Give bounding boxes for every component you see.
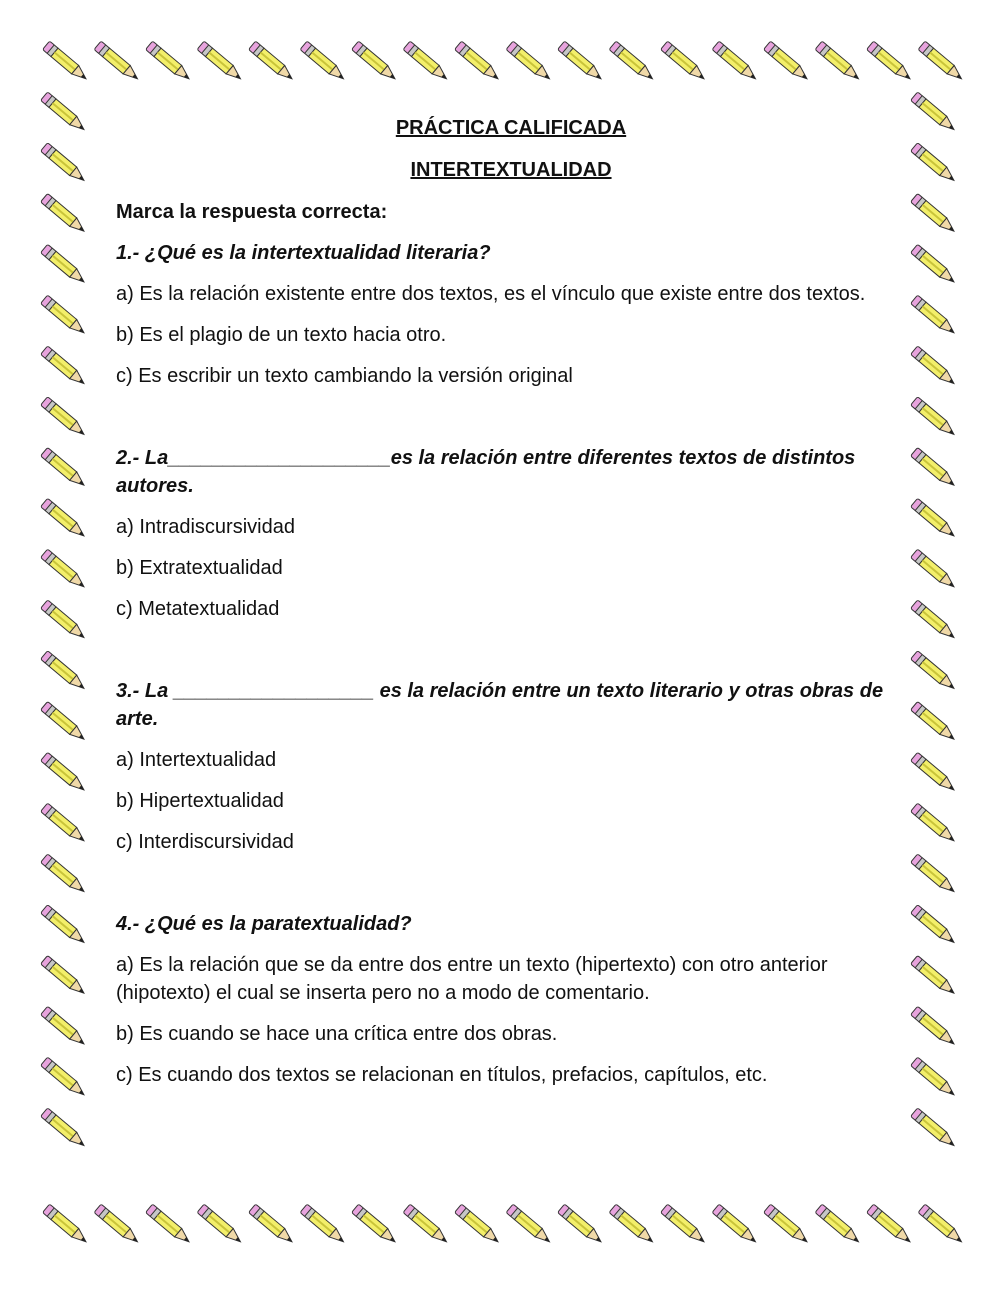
- pencil-icon: [918, 41, 965, 83]
- spacer: [116, 636, 906, 677]
- pencil-icon: [764, 41, 811, 83]
- pencil-icon: [911, 1057, 958, 1099]
- answer-option[interactable]: a) Es la relación existente entre dos textos, es el vínculo que existe entre dos textos.: [116, 283, 866, 305]
- pencil-icon: [911, 803, 958, 845]
- pencil-icon: [455, 41, 502, 83]
- pencil-icon: [41, 447, 88, 489]
- pencil-icon: [609, 41, 656, 83]
- pencil-icon: [41, 905, 88, 947]
- pencil-icon: [41, 1006, 88, 1048]
- pencil-icon: [911, 346, 958, 388]
- pencil-icon: [918, 1204, 965, 1246]
- question-prompt: 4.- ¿Qué es la paratextualidad?: [116, 913, 412, 935]
- pencil-icon: [911, 701, 958, 743]
- pencil-icon: [197, 41, 244, 83]
- pencil-icon: [558, 41, 605, 83]
- pencil-icon: [911, 244, 958, 286]
- pencil-icon: [911, 295, 958, 337]
- answer-option[interactable]: c) Es cuando dos textos se relacionan en títulos, prefacios, capítulos, etc.: [116, 1064, 768, 1086]
- pencil-icon: [94, 1204, 141, 1246]
- pencil-icon: [94, 41, 141, 83]
- answer-option[interactable]: b) Es el plagio de un texto hacia otro.: [116, 324, 447, 346]
- pencil-icon: [867, 41, 914, 83]
- answer-option[interactable]: c) Metatextualidad: [116, 598, 280, 620]
- pencil-icon: [712, 1204, 759, 1246]
- pencil-icon: [300, 1204, 347, 1246]
- pencil-icon: [506, 1204, 553, 1246]
- pencil-icon: [911, 854, 958, 896]
- question-2: [116, 444, 906, 623]
- question-prompt: 1.- ¿Qué es la intertextualidad literaria?: [116, 242, 491, 264]
- pencil-icon: [352, 41, 399, 83]
- pencil-icon: [911, 498, 958, 540]
- pencil-icon: [815, 41, 862, 83]
- pencil-icon: [558, 1204, 605, 1246]
- worksheet-title: PRÁCTICA CALIFICADA: [395, 117, 627, 139]
- pencil-icon: [41, 193, 88, 235]
- pencil-icon: [911, 1108, 958, 1150]
- pencil-icon: [249, 41, 296, 83]
- pencil-icon: [764, 1204, 811, 1246]
- pencil-icon: [911, 92, 958, 134]
- pencil-icon: [41, 346, 88, 388]
- pencil-icon: [911, 651, 958, 693]
- answer-option[interactable]: b) Extratextualidad: [116, 557, 283, 579]
- answer-option[interactable]: a) Intradiscursividad: [116, 516, 295, 538]
- answer-option[interactable]: b) Es cuando se hace una crítica entre dos obras.: [116, 1023, 558, 1045]
- pencil-icon: [455, 1204, 502, 1246]
- pencil-icon: [911, 397, 958, 439]
- pencil-icon: [661, 41, 708, 83]
- pencil-icon: [41, 1108, 88, 1150]
- question-4: [116, 910, 906, 1089]
- pencil-icon: [911, 600, 958, 642]
- pencil-icon: [41, 752, 88, 794]
- worksheet: [116, 114, 906, 1102]
- pencil-icon: [41, 1057, 88, 1099]
- pencil-icon: [41, 143, 88, 185]
- question-1: [116, 239, 906, 390]
- answer-option[interactable]: b) Hipertextualidad: [116, 790, 284, 812]
- instructions: Marca la respuesta correcta:: [116, 201, 388, 223]
- spacer: [116, 869, 906, 910]
- worksheet-subtitle: INTERTEXTUALIDAD: [410, 159, 612, 181]
- pencil-icon: [41, 295, 88, 337]
- pencil-icon: [506, 41, 553, 83]
- pencil-icon: [41, 244, 88, 286]
- pencil-icon: [911, 752, 958, 794]
- pencil-icon: [43, 41, 90, 83]
- pencil-icon: [661, 1204, 708, 1246]
- pencil-icon: [41, 549, 88, 591]
- pencil-icon: [300, 41, 347, 83]
- pencil-icon: [43, 1204, 90, 1246]
- answer-option[interactable]: a) Es la relación que se da entre dos entre un texto (hipertexto) con otro anterior (hipotexto) el cual se inserta pero no a modo de comentario.: [116, 954, 828, 1004]
- pencil-icon: [867, 1204, 914, 1246]
- pencil-icon: [41, 854, 88, 896]
- pencil-icon: [41, 92, 88, 134]
- pencil-icon: [146, 1204, 193, 1246]
- spacer: [116, 403, 906, 444]
- pencil-icon: [911, 955, 958, 997]
- pencil-icon: [911, 447, 958, 489]
- pencil-icon: [911, 1006, 958, 1048]
- pencil-icon: [41, 955, 88, 997]
- answer-option[interactable]: a) Intertextualidad: [116, 749, 277, 771]
- question-prompt: 3.- La __________________ es la relación entre un texto literario y otras obras de arte.: [116, 680, 884, 730]
- pencil-icon: [911, 143, 958, 185]
- pencil-icon: [146, 41, 193, 83]
- question-3: [116, 677, 906, 856]
- pencil-icon: [403, 1204, 450, 1246]
- pencil-icon: [911, 549, 958, 591]
- pencil-icon: [41, 600, 88, 642]
- pencil-icon: [911, 193, 958, 235]
- pencil-icon: [815, 1204, 862, 1246]
- pencil-icon: [41, 803, 88, 845]
- pencil-icon: [712, 41, 759, 83]
- pencil-icon: [197, 1204, 244, 1246]
- pencil-icon: [609, 1204, 656, 1246]
- answer-option[interactable]: c) Es escribir un texto cambiando la versión original: [116, 365, 573, 387]
- pencil-icon: [41, 651, 88, 693]
- pencil-icon: [352, 1204, 399, 1246]
- pencil-icon: [41, 701, 88, 743]
- pencil-icon: [41, 397, 88, 439]
- pencil-icon: [911, 905, 958, 947]
- question-prompt: 2.- La____________________es la relación entre diferentes textos de distintos autores.: [116, 447, 856, 497]
- pencil-icon: [249, 1204, 296, 1246]
- pencil-icon: [41, 498, 88, 540]
- answer-option[interactable]: c) Interdiscursividad: [116, 831, 294, 853]
- pencil-icon: [403, 41, 450, 83]
